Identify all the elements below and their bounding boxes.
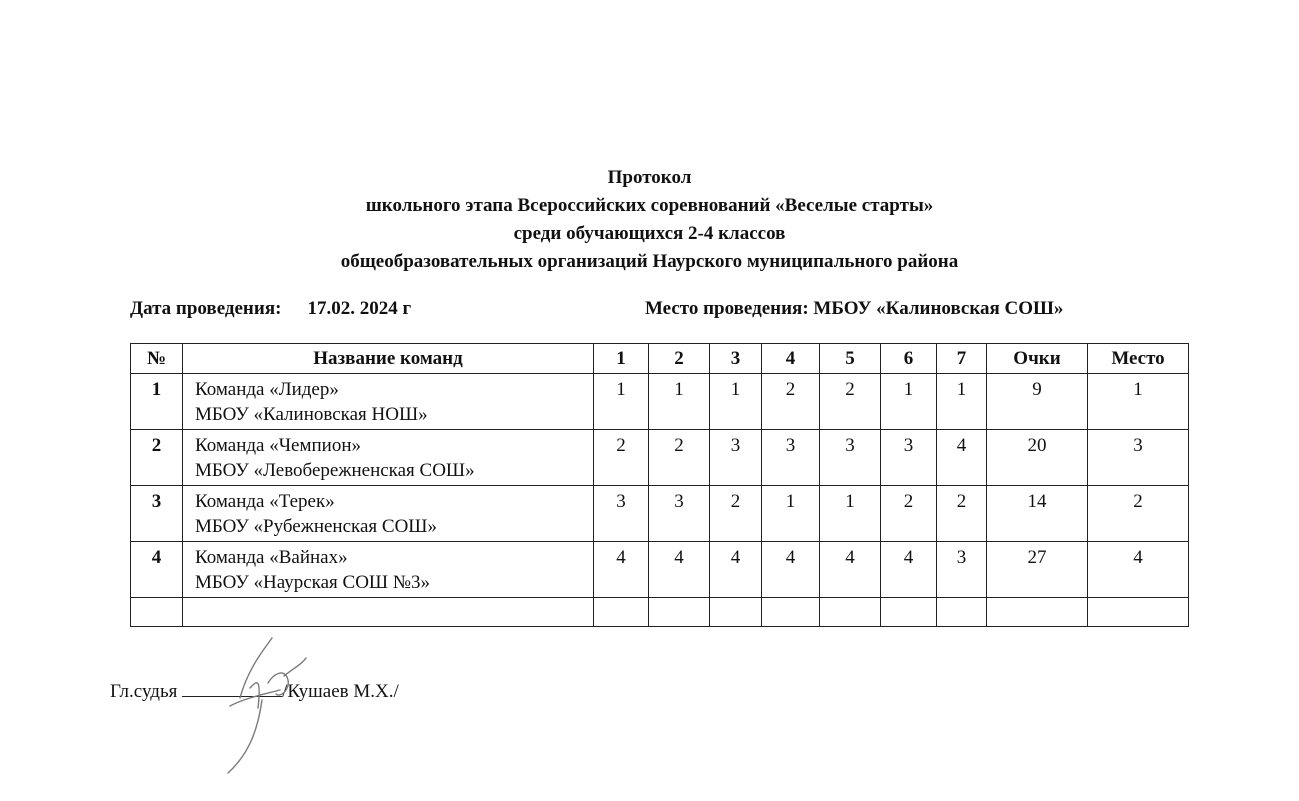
school-name: МБОУ «Калиновская НОШ»: [195, 404, 428, 425]
stage-score: 2: [881, 486, 937, 542]
stage-score: 4: [710, 542, 762, 598]
header-row: [131, 344, 1189, 374]
stage-score: 4: [649, 542, 710, 598]
total-points: 9: [987, 374, 1088, 430]
row-number: 3: [131, 486, 183, 542]
total-points: 20: [987, 430, 1088, 486]
stage-score: 3: [881, 430, 937, 486]
col-header-stage-5: 5: [820, 344, 881, 374]
team-cell: [183, 486, 594, 542]
school-name: МБОУ «Наурская СОШ №3»: [195, 572, 430, 593]
title-line-2: школьного этапа Всероссийских соревнований «Веселые старты»: [365, 195, 934, 216]
team-name: Команда «Вайнах»: [195, 547, 348, 568]
col-header-points: Очки: [987, 344, 1088, 374]
date-label: Дата проведения:: [130, 298, 282, 319]
school-name: МБОУ «Левобережненская СОШ»: [195, 460, 475, 481]
stage-score: 1: [649, 374, 710, 430]
stage-score: 2: [710, 486, 762, 542]
stage-score: 1: [937, 374, 987, 430]
team-cell: [183, 374, 594, 430]
title-line-1: Протокол: [607, 167, 692, 188]
final-place: 4: [1088, 542, 1189, 598]
col-header-num: №: [131, 344, 183, 374]
stage-score: 3: [649, 486, 710, 542]
col-header-team: Название команд: [183, 344, 594, 374]
stage-score: 1: [820, 486, 881, 542]
team-name: Команда «Терек»: [195, 491, 335, 512]
title-line-4: общеобразовательных организаций Наурского муниципального района: [340, 251, 959, 272]
total-points: 14: [987, 486, 1088, 542]
stage-score: 1: [710, 374, 762, 430]
stage-score: 1: [762, 486, 820, 542]
table-row: [131, 542, 1189, 598]
stage-score: 2: [937, 486, 987, 542]
stage-score: 4: [937, 430, 987, 486]
row-number: 1: [131, 374, 183, 430]
stage-score: 3: [820, 430, 881, 486]
stage-score: 4: [762, 542, 820, 598]
team-cell: [183, 542, 594, 598]
stage-score: 1: [594, 374, 649, 430]
col-header-stage-3: 3: [710, 344, 762, 374]
stage-score: 2: [649, 430, 710, 486]
team-name: Команда «Лидер»: [195, 379, 339, 400]
handwritten-signature: [210, 628, 320, 778]
final-place: 2: [1088, 486, 1189, 542]
table-row: [131, 430, 1189, 486]
col-header-stage-1: 1: [594, 344, 649, 374]
stage-score: 4: [594, 542, 649, 598]
stage-score: 3: [937, 542, 987, 598]
stage-score: 2: [762, 374, 820, 430]
row-number: 2: [131, 430, 183, 486]
stage-score: 2: [820, 374, 881, 430]
event-date: [130, 298, 411, 320]
col-header-stage-7: 7: [937, 344, 987, 374]
col-header-stage-2: 2: [649, 344, 710, 374]
table-row: [131, 486, 1189, 542]
final-place: 1: [1088, 374, 1189, 430]
total-points: 27: [987, 542, 1088, 598]
stage-score: 3: [762, 430, 820, 486]
title-line-3: среди обучающихся 2-4 классов: [513, 223, 786, 244]
school-name: МБОУ «Рубежненская СОШ»: [195, 516, 437, 537]
document-title: [0, 164, 1299, 276]
stage-score: 4: [881, 542, 937, 598]
table-row: [131, 374, 1189, 430]
results-table: [130, 343, 1189, 627]
col-header-place: Место: [1088, 344, 1189, 374]
date-value: 17.02. 2024 г: [307, 298, 412, 319]
empty-row: [131, 598, 1189, 627]
stage-score: 1: [881, 374, 937, 430]
col-header-stage-4: 4: [762, 344, 820, 374]
stage-score: 2: [594, 430, 649, 486]
event-place: Место проведения: МБОУ «Калиновская СОШ»: [645, 298, 1064, 319]
team-name: Команда «Чемпион»: [195, 435, 362, 456]
stage-score: 3: [594, 486, 649, 542]
final-place: 3: [1088, 430, 1189, 486]
judge-name: /Кушаев М.Х./: [282, 681, 399, 702]
stage-score: 4: [820, 542, 881, 598]
row-number: 4: [131, 542, 183, 598]
judge-label: Гл.судья: [110, 681, 178, 702]
stage-score: 3: [710, 430, 762, 486]
col-header-stage-6: 6: [881, 344, 937, 374]
team-cell: [183, 430, 594, 486]
